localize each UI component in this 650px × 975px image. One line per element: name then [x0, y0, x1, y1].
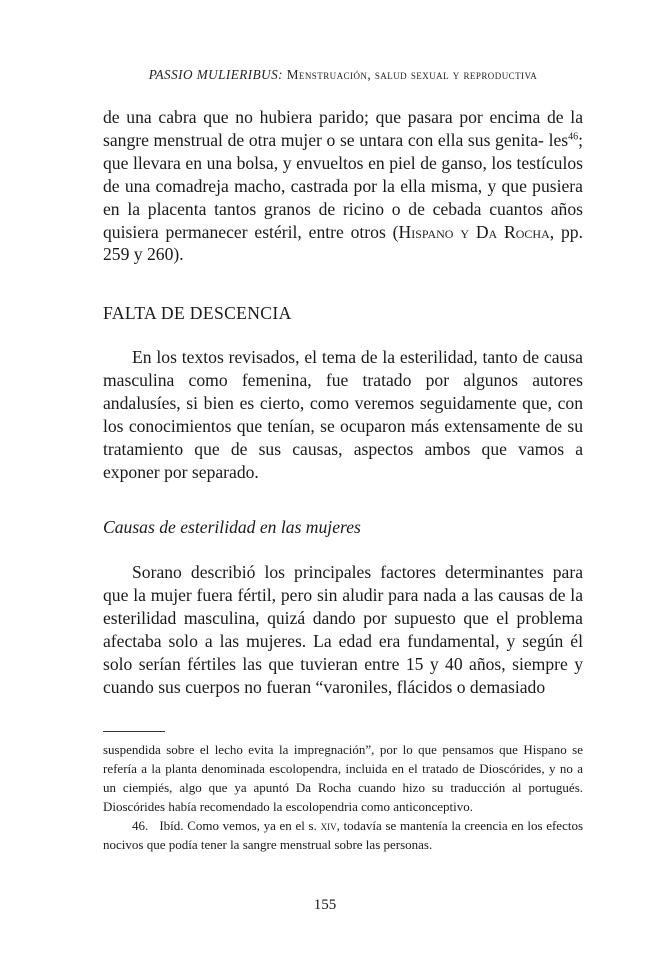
footnote-continuation: suspendida sobre el lecho evita la impregnación”, por lo que pensamos que Hispano se refería a la planta denominada escolopendra, incluida en el tratado de Dioscórides, y no a un ciempiés, algo que ya apuntó Da Rocha cuando hizo su traducción al portugués. Dioscórides había recomendado la escolopendria como anticonceptivo.	[103, 742, 583, 814]
running-head	[103, 67, 583, 83]
footnote-46-number: 46.	[132, 817, 149, 833]
subsection-heading: Causas de esterilidad en las mujeres	[103, 517, 361, 537]
p1-line-1: de una cabra que no hubiera parido; que pasara por encima de la	[103, 107, 583, 127]
running-head-italic: PASSIO MULIERIBUS:	[148, 67, 283, 82]
paragraph-sorano: Sorano describió los principales factores determinantes para que la mujer fuera fértil, pero sin aludir para nada a las causas de la esterilidad masculina, quizá dando por supuesto que el problema afectaba solo a las mujeres. La edad era fundamental, y según él solo serían fértiles las que tuvieran entre 15 y 40 años, siempre y cuando sus cuerpos no fueran “varoniles, flácidos o demasiado	[103, 562, 583, 697]
paragraph-continuation	[103, 106, 583, 266]
footnote-ref-46[interactable]: 46	[568, 131, 579, 143]
citation-author-1: Hispano	[398, 221, 454, 242]
page-number: 155	[313, 897, 337, 913]
footnote-46	[103, 817, 583, 855]
footnotes	[103, 741, 583, 854]
citation-pages: , pp. 259 y 260).	[103, 221, 583, 265]
footnote-46-text-b: , todavía se mantenía la creencia en los efectos nocivos que podía tener la sangre menstrual sobre las personas.	[103, 817, 584, 852]
p1-line-4: testículos de una comadreja macho, castrada por la ella misma,	[103, 152, 583, 196]
footnote-divider	[103, 731, 165, 732]
p1-line-3: les	[548, 129, 569, 150]
p1-line-5: y que pusiera en la placenta tantos granos de ricino o de cebada	[103, 175, 583, 219]
p1-line-6: cuantos años quisiera permanecer estéril, entre otros (	[103, 198, 583, 242]
running-head-title: Menstruación, salud sexual y reproductiva	[286, 67, 538, 82]
section-heading: FALTA DE DESCENCIA	[103, 303, 292, 323]
paragraph-intro: En los textos revisados, el tema de la esterilidad, tanto de causa masculina como femenina, fue tratado por algunos autores andalusíes, si bien es cierto, como veremos seguidamente que, con los conocimientos que tenían, se ocuparon más extensamente de su tratamiento que de sus causas, aspectos ambos que vamos a exponer por separado.	[103, 347, 583, 482]
citation-author-2: y Da Rocha	[460, 221, 550, 242]
footnote-46-century: xiv	[320, 817, 337, 833]
footnote-46-text-a: Ibíd. Como vemos, ya en el s.	[159, 817, 317, 833]
p1-line-3b: ; que llevara en una bolsa, y envueltos en piel de ganso, los	[103, 129, 583, 173]
p1-line-2: sangre menstrual de otra mujer o se untara con ella sus genita-	[103, 129, 544, 150]
